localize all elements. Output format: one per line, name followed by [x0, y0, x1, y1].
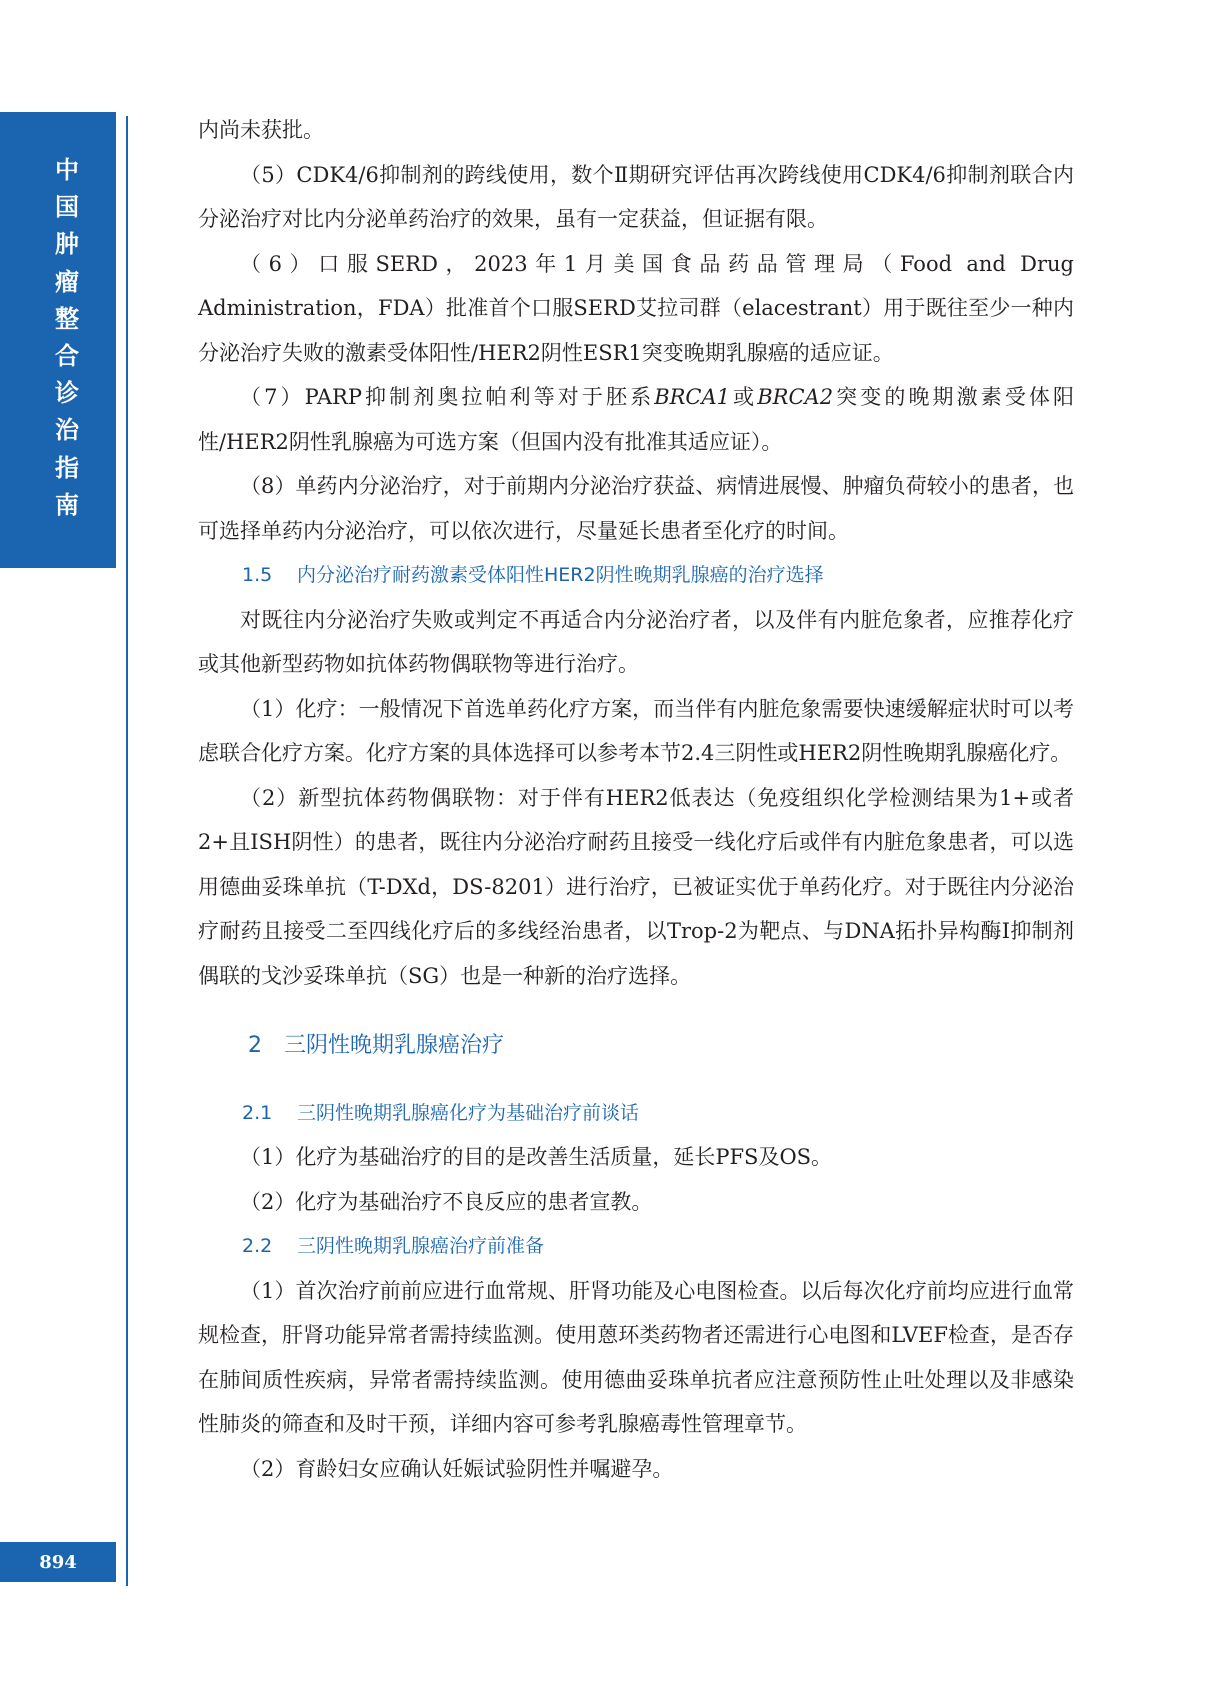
text-run: （7）PARP抑制剂奥拉帕利等对于胚系 — [240, 385, 655, 409]
gene-name: BRCA1 — [654, 385, 731, 409]
paragraph: （8）单药内分泌治疗，对于前期内分泌治疗获益、病情进展慢、肿瘤负荷较小的患者，也可选择单药内分泌治疗，可以依次进行，尽量延长患者至化疗的时间。 — [198, 474, 1074, 543]
text-run: 或 — [730, 385, 758, 409]
sidebar-title-char: 指 — [55, 453, 79, 482]
sidebar-title-char: 治 — [55, 416, 79, 445]
heading-text: 内分泌治疗耐药激素受体阳性HER2阴性晚期乳腺癌的治疗选择 — [297, 564, 824, 586]
section-heading-2-2 — [198, 1224, 1074, 1269]
margin-rule — [126, 116, 128, 1586]
heading-number: 2 — [248, 1033, 262, 1058]
paragraph: （5）CDK4/6抑制剂的跨线使用，数个Ⅱ期研究评估再次跨线使用CDK4/6抑制剂联合内分泌治疗对比内分泌单药治疗的效果，虽有一定获益，但证据有限。 — [198, 162, 1074, 231]
paragraph: （1）化疗为基础治疗的目的是改善生活质量，延长PFS及OS。 — [240, 1145, 833, 1169]
sidebar-title-char: 肿 — [55, 230, 79, 259]
paragraph: （2）化疗为基础治疗不良反应的患者宣教。 — [240, 1189, 653, 1214]
paragraph: 内尚未获批。 — [198, 118, 324, 142]
sidebar-title-char: 瘤 — [55, 267, 79, 296]
sidebar-title-char: 诊 — [55, 379, 79, 408]
paragraph: （1）化疗：一般情况下首选单药化疗方案，而当伴有内脏危象需要快速缓解症状时可以考虑联合化疗方案。化疗方案的具体选择可以参考本节2.4三阴性或HER2阴性晚期乳腺癌化疗。 — [198, 696, 1074, 765]
section-heading-1-5 — [198, 553, 1074, 598]
paragraph: 对既往内分泌治疗失败或判定不再适合内分泌治疗者，以及伴有内脏危象者，应推荐化疗或其他新型药物如抗体药物偶联物等进行治疗。 — [198, 607, 1074, 676]
sidebar-title-char: 整 — [55, 304, 79, 333]
sidebar-title-char: 中 — [55, 156, 79, 184]
heading-number: 1.5 — [242, 564, 273, 586]
paragraph: （1）首次治疗前前应进行血常规、肝肾功能及心电图检查。以后每次化疗前均应进行血常规检查，肝肾功能异常者需持续监测。使用蒽环类药物者还需进行心电图和LVEF检查，是否存在肺间质性疾病，异常者需持续监测。使用德曲妥珠单抗者应注意预防性止吐处理以及非感染性肺炎的筛查和及时干预，详细内容可参考乳腺癌毒性管理章节。 — [198, 1278, 1074, 1436]
heading-text: 三阴性晚期乳腺癌治疗前准备 — [297, 1235, 545, 1257]
paragraph: （2）育龄妇女应确认妊娠试验阴性并嘱避孕。 — [240, 1456, 674, 1481]
section-heading-2-1 — [198, 1091, 1074, 1136]
text-run: 突变的晚期激素受体阳性/HER2阴性乳腺癌为可选方案（但国内没有批准其适应证）。 — [198, 385, 1075, 454]
sidebar-title-char: 南 — [55, 490, 79, 519]
sidebar-title-char: 合 — [55, 342, 79, 371]
heading-text: 三阴性晚期乳腺癌治疗 — [284, 1033, 505, 1058]
paragraph — [198, 375, 1074, 464]
heading-text: 三阴性晚期乳腺癌化疗为基础治疗前谈话 — [297, 1101, 640, 1124]
heading-number: 2.1 — [242, 1101, 273, 1124]
section-heading-2 — [198, 1024, 1074, 1069]
paragraph: （6）口服SERD，2023年1月美国食品药品管理局（Food and Drug Administration，FDA）批准首个口服SERD艾拉司群（elacestrant）用于既往至少一种内分泌治疗失败的激素受体阳性/HER2阴性ESR1突变晚期乳腺癌的适应证。 — [198, 251, 1074, 365]
paragraph: （2）新型抗体药物偶联物：对于伴有HER2低表达（免疫组织化学检测结果为1+或者2+且ISH阴性）的患者，既往内分泌治疗耐药且接受一线化疗后或伴有内脏危象患者，可以选用德曲妥珠单抗（T-DXd，DS-8201）进行治疗，已被证实优于单药化疗。对于既往内分泌治疗耐药且接受二至四线化疗后的多线经治患者，以Trop-2为靶点、与DNA拓扑异构酶Ⅰ抑制剂偶联的戈沙妥珠单抗（SG）也是一种新的治疗选择。 — [198, 785, 1074, 988]
heading-number: 2.2 — [242, 1235, 273, 1257]
gene-name: BRCA2 — [757, 385, 834, 409]
page-number: 894 — [0, 1542, 116, 1582]
page-content — [198, 108, 1074, 1491]
sidebar-title-char: 国 — [55, 193, 79, 222]
sidebar-title — [52, 152, 82, 524]
